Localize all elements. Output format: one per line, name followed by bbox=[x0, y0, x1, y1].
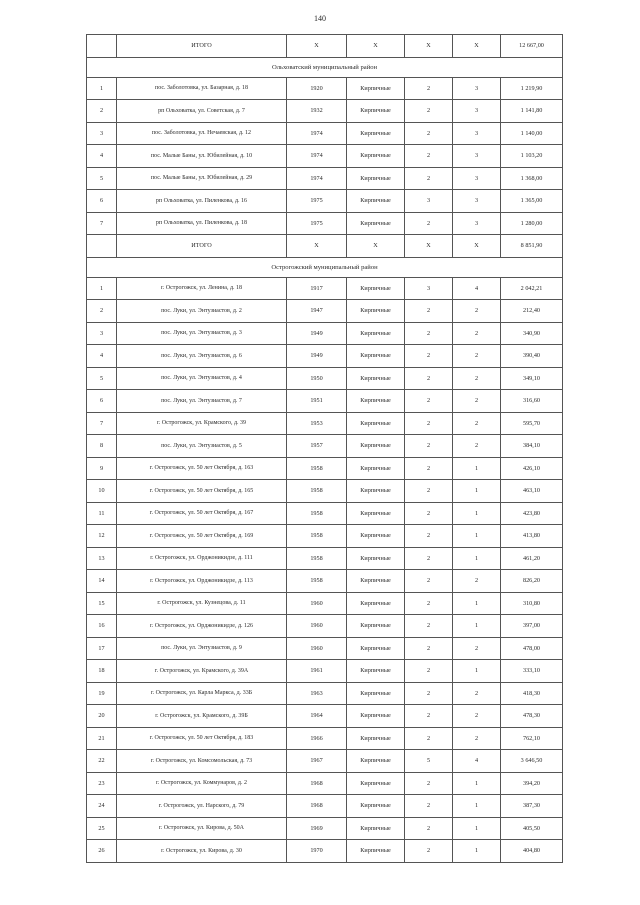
row-number-cell: 22 bbox=[87, 750, 117, 773]
floors-cell: 2 bbox=[405, 525, 453, 548]
table-row bbox=[87, 615, 563, 638]
area-cell: 1 219,90 bbox=[501, 77, 563, 100]
floors-cell: 2 bbox=[405, 390, 453, 413]
table-row bbox=[87, 502, 563, 525]
row-number-cell: 11 bbox=[87, 502, 117, 525]
area-cell: 423,80 bbox=[501, 502, 563, 525]
area-cell: 387,30 bbox=[501, 795, 563, 818]
floors-cell: 2 bbox=[405, 77, 453, 100]
year-cell: 1968 bbox=[287, 772, 347, 795]
area-cell: 405,50 bbox=[501, 817, 563, 840]
year-cell: 1961 bbox=[287, 660, 347, 683]
housing-register-table bbox=[86, 34, 563, 863]
year-cell: 1967 bbox=[287, 750, 347, 773]
year-cell: 1974 bbox=[287, 145, 347, 168]
table-row bbox=[87, 322, 563, 345]
row-number-cell: 18 bbox=[87, 660, 117, 683]
row-number-cell: 7 bbox=[87, 412, 117, 435]
year-cell: 1947 bbox=[287, 300, 347, 323]
row-number-cell: 14 bbox=[87, 570, 117, 593]
floors-cell: 3 bbox=[405, 277, 453, 300]
row-number-cell: 6 bbox=[87, 390, 117, 413]
row-number-cell: 7 bbox=[87, 212, 117, 235]
entrances-cell: 1 bbox=[453, 547, 501, 570]
area-cell: 762,10 bbox=[501, 727, 563, 750]
floors-cell: 5 bbox=[405, 750, 453, 773]
area-cell: 461,20 bbox=[501, 547, 563, 570]
area-cell: 397,00 bbox=[501, 615, 563, 638]
entrances-cell: 3 bbox=[453, 122, 501, 145]
address-cell: г. Острогожск, ул. Карла Маркса, д. 33Б bbox=[117, 682, 287, 705]
year-cell: 1975 bbox=[287, 190, 347, 213]
material-cell: Кирпичные bbox=[347, 190, 405, 213]
blank-cell bbox=[87, 235, 117, 258]
area-cell: 310,80 bbox=[501, 592, 563, 615]
table-row bbox=[87, 570, 563, 593]
material-cell: Кирпичные bbox=[347, 817, 405, 840]
year-cell: 1949 bbox=[287, 322, 347, 345]
entrances-cell: 3 bbox=[453, 145, 501, 168]
material-cell: Кирпичные bbox=[347, 502, 405, 525]
year-cell: 1949 bbox=[287, 345, 347, 368]
material-cell: Кирпичные bbox=[347, 682, 405, 705]
address-cell: пос. Заболотовка, ул. Базарная, д. 18 bbox=[117, 77, 287, 100]
material-cell: Кирпичные bbox=[347, 795, 405, 818]
section-title: Острогожский муниципальный район bbox=[87, 257, 563, 277]
row-number-cell: 15 bbox=[87, 592, 117, 615]
material-cell: Кирпичные bbox=[347, 592, 405, 615]
address-cell: г. Острогожск, ул. Крамского, д. 39А bbox=[117, 660, 287, 683]
table-row bbox=[87, 300, 563, 323]
table-row bbox=[87, 277, 563, 300]
entrances-cell: 1 bbox=[453, 525, 501, 548]
address-cell: пос. Малые Баны, ул. Юбилейная, д. 29 bbox=[117, 167, 287, 190]
row-number-cell: 20 bbox=[87, 705, 117, 728]
floors-cell: 2 bbox=[405, 212, 453, 235]
area-cell: 390,40 bbox=[501, 345, 563, 368]
row-number-cell: 9 bbox=[87, 457, 117, 480]
section-header-row bbox=[87, 257, 563, 277]
entrances-cell: 1 bbox=[453, 840, 501, 863]
row-number-cell: 2 bbox=[87, 300, 117, 323]
row-number-cell: 19 bbox=[87, 682, 117, 705]
address-cell: г. Острогожск, ул. 50 лет Октября, д. 169 bbox=[117, 525, 287, 548]
table-row bbox=[87, 772, 563, 795]
area-cell: 413,80 bbox=[501, 525, 563, 548]
floors-cell: 2 bbox=[405, 100, 453, 123]
table-body bbox=[87, 35, 563, 863]
table-row bbox=[87, 480, 563, 503]
address-cell: пос. Луки, ул. Энтузиастов, д. 4 bbox=[117, 367, 287, 390]
material-cell: Кирпичные bbox=[347, 525, 405, 548]
entrances-cell: 2 bbox=[453, 345, 501, 368]
entrances-cell: 2 bbox=[453, 322, 501, 345]
year-cell: 1969 bbox=[287, 817, 347, 840]
entrances-cell: 2 bbox=[453, 727, 501, 750]
table-row bbox=[87, 795, 563, 818]
row-number-cell: 23 bbox=[87, 772, 117, 795]
floors-cell: 2 bbox=[405, 592, 453, 615]
year-cell: 1950 bbox=[287, 367, 347, 390]
floors-cell: 2 bbox=[405, 660, 453, 683]
area-cell: 2 042,21 bbox=[501, 277, 563, 300]
address-cell: г. Острогожск, ул. Кузнецова, д. 11 bbox=[117, 592, 287, 615]
area-cell: 1 103,20 bbox=[501, 145, 563, 168]
year-cell: 1960 bbox=[287, 592, 347, 615]
table-row bbox=[87, 345, 563, 368]
total-year-cell: X bbox=[287, 35, 347, 58]
area-cell: 316,60 bbox=[501, 390, 563, 413]
table-row bbox=[87, 547, 563, 570]
row-number-cell: 13 bbox=[87, 547, 117, 570]
table-row bbox=[87, 682, 563, 705]
year-cell: 1917 bbox=[287, 277, 347, 300]
area-cell: 349,10 bbox=[501, 367, 563, 390]
address-cell: г. Острогожск, ул. Кирова, д. 30 bbox=[117, 840, 287, 863]
year-cell: 1974 bbox=[287, 122, 347, 145]
entrances-cell: 1 bbox=[453, 502, 501, 525]
address-cell: г. Острогожск, ул. Коммунаров, д. 2 bbox=[117, 772, 287, 795]
year-cell: 1958 bbox=[287, 502, 347, 525]
area-cell: 826,20 bbox=[501, 570, 563, 593]
table-row bbox=[87, 817, 563, 840]
row-number-cell: 1 bbox=[87, 277, 117, 300]
area-cell: 1 140,00 bbox=[501, 122, 563, 145]
year-cell: 1960 bbox=[287, 615, 347, 638]
address-cell: г. Острогожск, ул. 50 лет Октября, д. 163 bbox=[117, 457, 287, 480]
entrances-cell: 2 bbox=[453, 705, 501, 728]
material-cell: Кирпичные bbox=[347, 277, 405, 300]
year-cell: 1958 bbox=[287, 457, 347, 480]
address-cell: г. Острогожск, ул. Крамского, д. 39 bbox=[117, 412, 287, 435]
material-cell: Кирпичные bbox=[347, 167, 405, 190]
total-entrances-cell: X bbox=[453, 235, 501, 258]
floors-cell: 2 bbox=[405, 840, 453, 863]
floors-cell: 2 bbox=[405, 300, 453, 323]
area-cell: 478,00 bbox=[501, 637, 563, 660]
year-cell: 1953 bbox=[287, 412, 347, 435]
area-cell: 1 280,00 bbox=[501, 212, 563, 235]
area-cell: 404,80 bbox=[501, 840, 563, 863]
address-cell: г. Острогожск, ул. 50 лет Октября, д. 183 bbox=[117, 727, 287, 750]
floors-cell: 2 bbox=[405, 457, 453, 480]
address-cell: г. Острогожск, ул. Ленина, д. 18 bbox=[117, 277, 287, 300]
row-number-cell: 4 bbox=[87, 345, 117, 368]
area-cell: 426,10 bbox=[501, 457, 563, 480]
row-number-cell: 12 bbox=[87, 525, 117, 548]
entrances-cell: 2 bbox=[453, 367, 501, 390]
area-cell: 394,20 bbox=[501, 772, 563, 795]
area-cell: 478,30 bbox=[501, 705, 563, 728]
floors-cell: 2 bbox=[405, 772, 453, 795]
row-number-cell: 26 bbox=[87, 840, 117, 863]
table-row bbox=[87, 525, 563, 548]
table-row bbox=[87, 145, 563, 168]
total-label-cell: ИТОГО bbox=[117, 235, 287, 258]
material-cell: Кирпичные bbox=[347, 345, 405, 368]
floors-cell: 2 bbox=[405, 682, 453, 705]
material-cell: Кирпичные bbox=[347, 457, 405, 480]
address-cell: рп Ольховатка, ул. Пиленкова, д. 18 bbox=[117, 212, 287, 235]
address-cell: пос. Луки, ул. Энтузиастов, д. 5 bbox=[117, 435, 287, 458]
row-number-cell: 10 bbox=[87, 480, 117, 503]
page-number: 140 bbox=[314, 14, 326, 23]
material-cell: Кирпичные bbox=[347, 77, 405, 100]
entrances-cell: 1 bbox=[453, 660, 501, 683]
table-row bbox=[87, 77, 563, 100]
entrances-cell: 2 bbox=[453, 637, 501, 660]
row-number-cell: 8 bbox=[87, 435, 117, 458]
table-row bbox=[87, 390, 563, 413]
address-cell: пос. Луки, ул. Энтузиастов, д. 9 bbox=[117, 637, 287, 660]
row-number-cell: 6 bbox=[87, 190, 117, 213]
material-cell: Кирпичные bbox=[347, 100, 405, 123]
year-cell: 1951 bbox=[287, 390, 347, 413]
floors-cell: 2 bbox=[405, 345, 453, 368]
year-cell: 1958 bbox=[287, 480, 347, 503]
address-cell: рп Ольховатка, ул. Советская, д. 7 bbox=[117, 100, 287, 123]
address-cell: пос. Луки, ул. Энтузиастов, д. 6 bbox=[117, 345, 287, 368]
row-number-cell: 17 bbox=[87, 637, 117, 660]
floors-cell: 2 bbox=[405, 167, 453, 190]
floors-cell: 2 bbox=[405, 322, 453, 345]
table-row bbox=[87, 660, 563, 683]
address-cell: г. Острогожск, ул. Нарского, д. 79 bbox=[117, 795, 287, 818]
floors-cell: 2 bbox=[405, 705, 453, 728]
entrances-cell: 2 bbox=[453, 390, 501, 413]
address-cell: рп Ольховатка, ул. Пиленкова, д. 16 bbox=[117, 190, 287, 213]
address-cell: г. Острогожск, ул. 50 лет Октября, д. 165 bbox=[117, 480, 287, 503]
table-row bbox=[87, 637, 563, 660]
floors-cell: 2 bbox=[405, 727, 453, 750]
table-row bbox=[87, 705, 563, 728]
row-number-cell: 5 bbox=[87, 367, 117, 390]
material-cell: Кирпичные bbox=[347, 145, 405, 168]
table-row bbox=[87, 367, 563, 390]
material-cell: Кирпичные bbox=[347, 570, 405, 593]
entrances-cell: 1 bbox=[453, 817, 501, 840]
row-number-cell: 2 bbox=[87, 100, 117, 123]
entrances-cell: 2 bbox=[453, 300, 501, 323]
table-row bbox=[87, 750, 563, 773]
entrances-cell: 4 bbox=[453, 277, 501, 300]
year-cell: 1957 bbox=[287, 435, 347, 458]
table-row bbox=[87, 592, 563, 615]
row-number-cell: 4 bbox=[87, 145, 117, 168]
entrances-cell: 3 bbox=[453, 190, 501, 213]
year-cell: 1958 bbox=[287, 570, 347, 593]
floors-cell: 2 bbox=[405, 615, 453, 638]
floors-cell: 2 bbox=[405, 480, 453, 503]
material-cell: Кирпичные bbox=[347, 772, 405, 795]
entrances-cell: 3 bbox=[453, 77, 501, 100]
year-cell: 1960 bbox=[287, 637, 347, 660]
material-cell: Кирпичные bbox=[347, 727, 405, 750]
year-cell: 1964 bbox=[287, 705, 347, 728]
address-cell: г. Острогожск, ул. Комсомольская, д. 73 bbox=[117, 750, 287, 773]
table-row bbox=[87, 435, 563, 458]
entrances-cell: 3 bbox=[453, 212, 501, 235]
material-cell: Кирпичные bbox=[347, 300, 405, 323]
floors-cell: 2 bbox=[405, 502, 453, 525]
material-cell: Кирпичные bbox=[347, 367, 405, 390]
total-year-cell: X bbox=[287, 235, 347, 258]
entrances-cell: 3 bbox=[453, 100, 501, 123]
section-title: Ольховатский муниципальный район bbox=[87, 57, 563, 77]
table-row bbox=[87, 840, 563, 863]
entrances-cell: 1 bbox=[453, 615, 501, 638]
address-cell: пос. Заболотовка, ул. Нечаевская, д. 12 bbox=[117, 122, 287, 145]
material-cell: Кирпичные bbox=[347, 615, 405, 638]
area-cell: 1 368,00 bbox=[501, 167, 563, 190]
material-cell: Кирпичные bbox=[347, 660, 405, 683]
row-number-cell: 16 bbox=[87, 615, 117, 638]
floors-cell: 2 bbox=[405, 817, 453, 840]
total-material-cell: X bbox=[347, 235, 405, 258]
entrances-cell: 2 bbox=[453, 412, 501, 435]
material-cell: Кирпичные bbox=[347, 390, 405, 413]
material-cell: Кирпичные bbox=[347, 637, 405, 660]
year-cell: 1958 bbox=[287, 525, 347, 548]
material-cell: Кирпичные bbox=[347, 412, 405, 435]
row-number-cell: 5 bbox=[87, 167, 117, 190]
entrances-cell: 4 bbox=[453, 750, 501, 773]
table-row bbox=[87, 212, 563, 235]
area-cell: 1 365,00 bbox=[501, 190, 563, 213]
table-row bbox=[87, 457, 563, 480]
total-material-cell: X bbox=[347, 35, 405, 58]
address-cell: пос. Малые Баны, ул. Юбилейная, д. 10 bbox=[117, 145, 287, 168]
blank-cell bbox=[87, 35, 117, 58]
area-cell: 3 646,50 bbox=[501, 750, 563, 773]
year-cell: 1975 bbox=[287, 212, 347, 235]
floors-cell: 3 bbox=[405, 190, 453, 213]
entrances-cell: 2 bbox=[453, 435, 501, 458]
area-cell: 384,10 bbox=[501, 435, 563, 458]
floors-cell: 2 bbox=[405, 795, 453, 818]
material-cell: Кирпичные bbox=[347, 212, 405, 235]
row-number-cell: 3 bbox=[87, 322, 117, 345]
total-entrances-cell: X bbox=[453, 35, 501, 58]
address-cell: г. Острогожск, ул. Орджоникидзе, д. 113 bbox=[117, 570, 287, 593]
year-cell: 1970 bbox=[287, 840, 347, 863]
address-cell: г. Острогожск, ул. Орджоникидзе, д. 111 bbox=[117, 547, 287, 570]
year-cell: 1958 bbox=[287, 547, 347, 570]
material-cell: Кирпичные bbox=[347, 480, 405, 503]
floors-cell: 2 bbox=[405, 412, 453, 435]
table-row bbox=[87, 412, 563, 435]
total-area-cell: 8 851,90 bbox=[501, 235, 563, 258]
year-cell: 1932 bbox=[287, 100, 347, 123]
entrances-cell: 3 bbox=[453, 167, 501, 190]
floors-cell: 2 bbox=[405, 435, 453, 458]
entrances-cell: 1 bbox=[453, 795, 501, 818]
material-cell: Кирпичные bbox=[347, 122, 405, 145]
total-area-cell: 12 667,00 bbox=[501, 35, 563, 58]
row-number-cell: 3 bbox=[87, 122, 117, 145]
entrances-cell: 2 bbox=[453, 570, 501, 593]
year-cell: 1966 bbox=[287, 727, 347, 750]
entrances-cell: 1 bbox=[453, 480, 501, 503]
floors-cell: 2 bbox=[405, 547, 453, 570]
address-cell: пос. Луки, ул. Энтузиастов, д. 3 bbox=[117, 322, 287, 345]
table-row bbox=[87, 190, 563, 213]
row-number-cell: 1 bbox=[87, 77, 117, 100]
row-number-cell: 24 bbox=[87, 795, 117, 818]
area-cell: 463,10 bbox=[501, 480, 563, 503]
floors-cell: 2 bbox=[405, 145, 453, 168]
floors-cell: 2 bbox=[405, 637, 453, 660]
section-header-row bbox=[87, 57, 563, 77]
address-cell: пос. Луки, ул. Энтузиастов, д. 2 bbox=[117, 300, 287, 323]
area-cell: 595,70 bbox=[501, 412, 563, 435]
area-cell: 212,40 bbox=[501, 300, 563, 323]
address-cell: пос. Луки, ул. Энтузиастов, д. 7 bbox=[117, 390, 287, 413]
total-floors-cell: X bbox=[405, 35, 453, 58]
floors-cell: 2 bbox=[405, 122, 453, 145]
table-row bbox=[87, 100, 563, 123]
address-cell: г. Острогожск, ул. Кирова, д. 50А bbox=[117, 817, 287, 840]
year-cell: 1974 bbox=[287, 167, 347, 190]
area-cell: 333,10 bbox=[501, 660, 563, 683]
material-cell: Кирпичные bbox=[347, 322, 405, 345]
material-cell: Кирпичные bbox=[347, 705, 405, 728]
material-cell: Кирпичные bbox=[347, 547, 405, 570]
address-cell: г. Острогожск, ул. Орджоникидзе, д. 126 bbox=[117, 615, 287, 638]
entrances-cell: 2 bbox=[453, 682, 501, 705]
row-number-cell: 25 bbox=[87, 817, 117, 840]
address-cell: г. Острогожск, ул. Крамского, д. 39Б bbox=[117, 705, 287, 728]
total-row bbox=[87, 235, 563, 258]
year-cell: 1963 bbox=[287, 682, 347, 705]
entrances-cell: 1 bbox=[453, 592, 501, 615]
area-cell: 418,30 bbox=[501, 682, 563, 705]
material-cell: Кирпичные bbox=[347, 840, 405, 863]
entrances-cell: 1 bbox=[453, 457, 501, 480]
material-cell: Кирпичные bbox=[347, 435, 405, 458]
year-cell: 1968 bbox=[287, 795, 347, 818]
material-cell: Кирпичные bbox=[347, 750, 405, 773]
area-cell: 340,90 bbox=[501, 322, 563, 345]
table-row bbox=[87, 122, 563, 145]
total-row bbox=[87, 35, 563, 58]
table-row bbox=[87, 167, 563, 190]
entrances-cell: 1 bbox=[453, 772, 501, 795]
row-number-cell: 21 bbox=[87, 727, 117, 750]
year-cell: 1920 bbox=[287, 77, 347, 100]
floors-cell: 2 bbox=[405, 367, 453, 390]
table-row bbox=[87, 727, 563, 750]
total-floors-cell: X bbox=[405, 235, 453, 258]
total-label-cell: ИТОГО bbox=[117, 35, 287, 58]
address-cell: г. Острогожск, ул. 50 лет Октября, д. 167 bbox=[117, 502, 287, 525]
floors-cell: 2 bbox=[405, 570, 453, 593]
area-cell: 1 141,80 bbox=[501, 100, 563, 123]
